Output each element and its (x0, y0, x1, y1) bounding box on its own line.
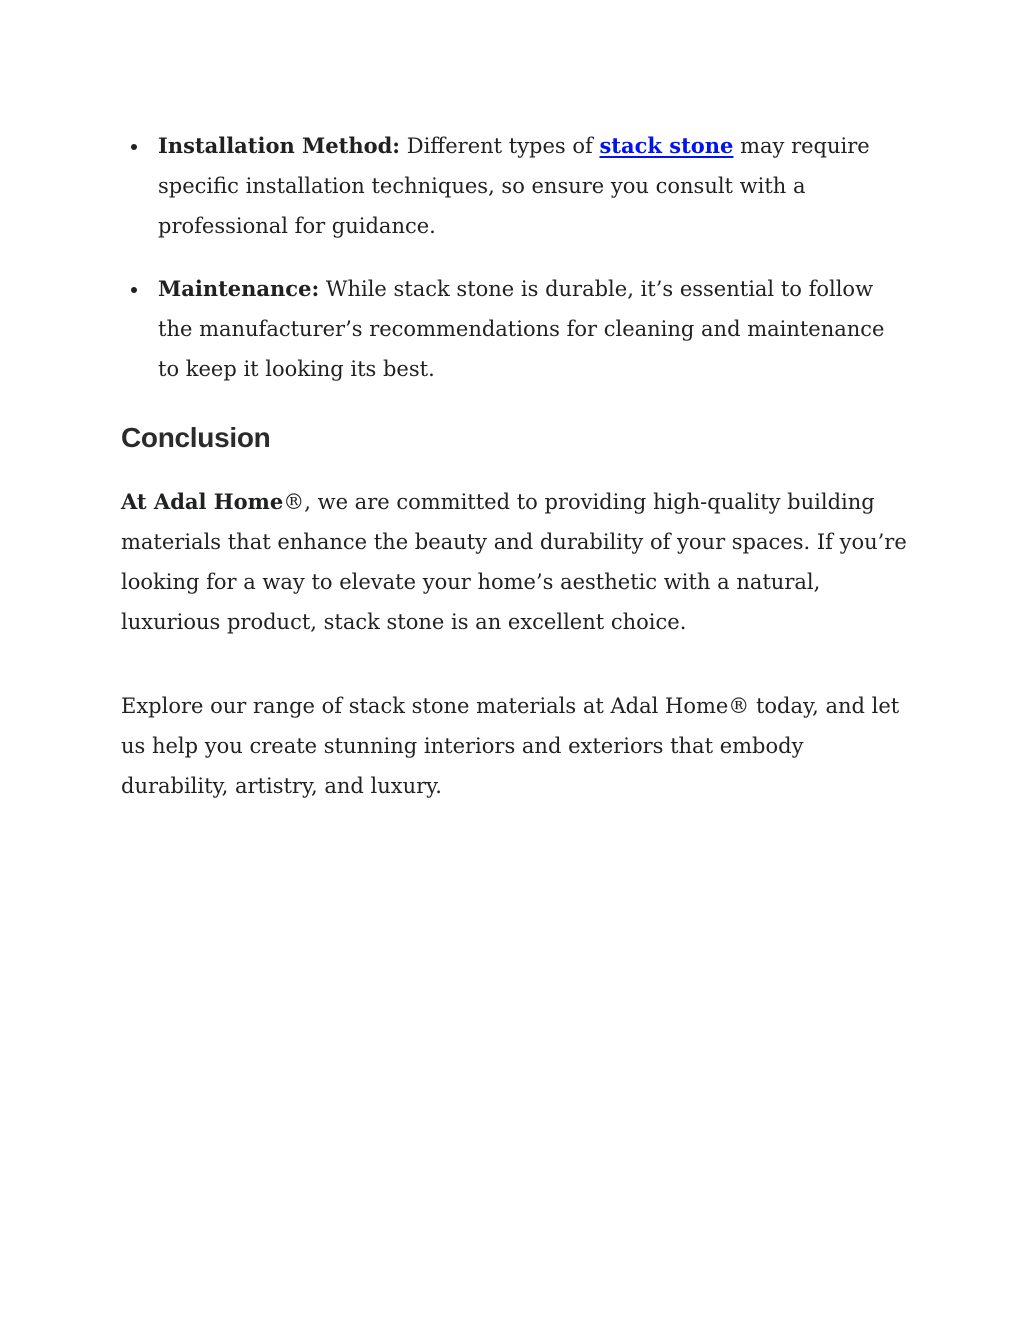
list-item-text-after-link: may require specific installation techniques, so ensure you consult with a professional for guidance. (158, 134, 870, 238)
list-item-label: Maintenance: (158, 276, 320, 301)
list-item-label: Installation Method: (158, 133, 401, 158)
list-item-maintenance (121, 269, 903, 389)
conclusion-heading: Conclusion (121, 422, 271, 453)
bullet-list (121, 126, 903, 389)
paragraph-text: ®, we are committed to providing high-quality building materials that enhance the beauty and durability of your spaces. If you’re looking for a way to elevate your home’s aesthetic with a natural, luxurious product, stack stone is an excellent choice. (121, 490, 907, 634)
bullet-icon (131, 144, 137, 150)
list-item-installation-method (121, 126, 903, 246)
bullet-icon (131, 287, 137, 293)
list-item-text: While stack stone is durable, it’s essential to follow the manufacturer’s recommendations for cleaning and maintenance to keep it looking its best. (158, 277, 885, 381)
brand-name: At Adal Home (121, 489, 284, 514)
list-item-text-before-link: Different types of (400, 134, 600, 158)
conclusion-paragraph-2: Explore our range of stack stone materials at Adal Home® today, and let us help you create stunning interiors and exteriors that embody durability, artistry, and luxury. (121, 694, 900, 798)
stack-stone-link[interactable]: stack stone (599, 133, 734, 158)
conclusion-paragraph-1 (121, 482, 911, 642)
